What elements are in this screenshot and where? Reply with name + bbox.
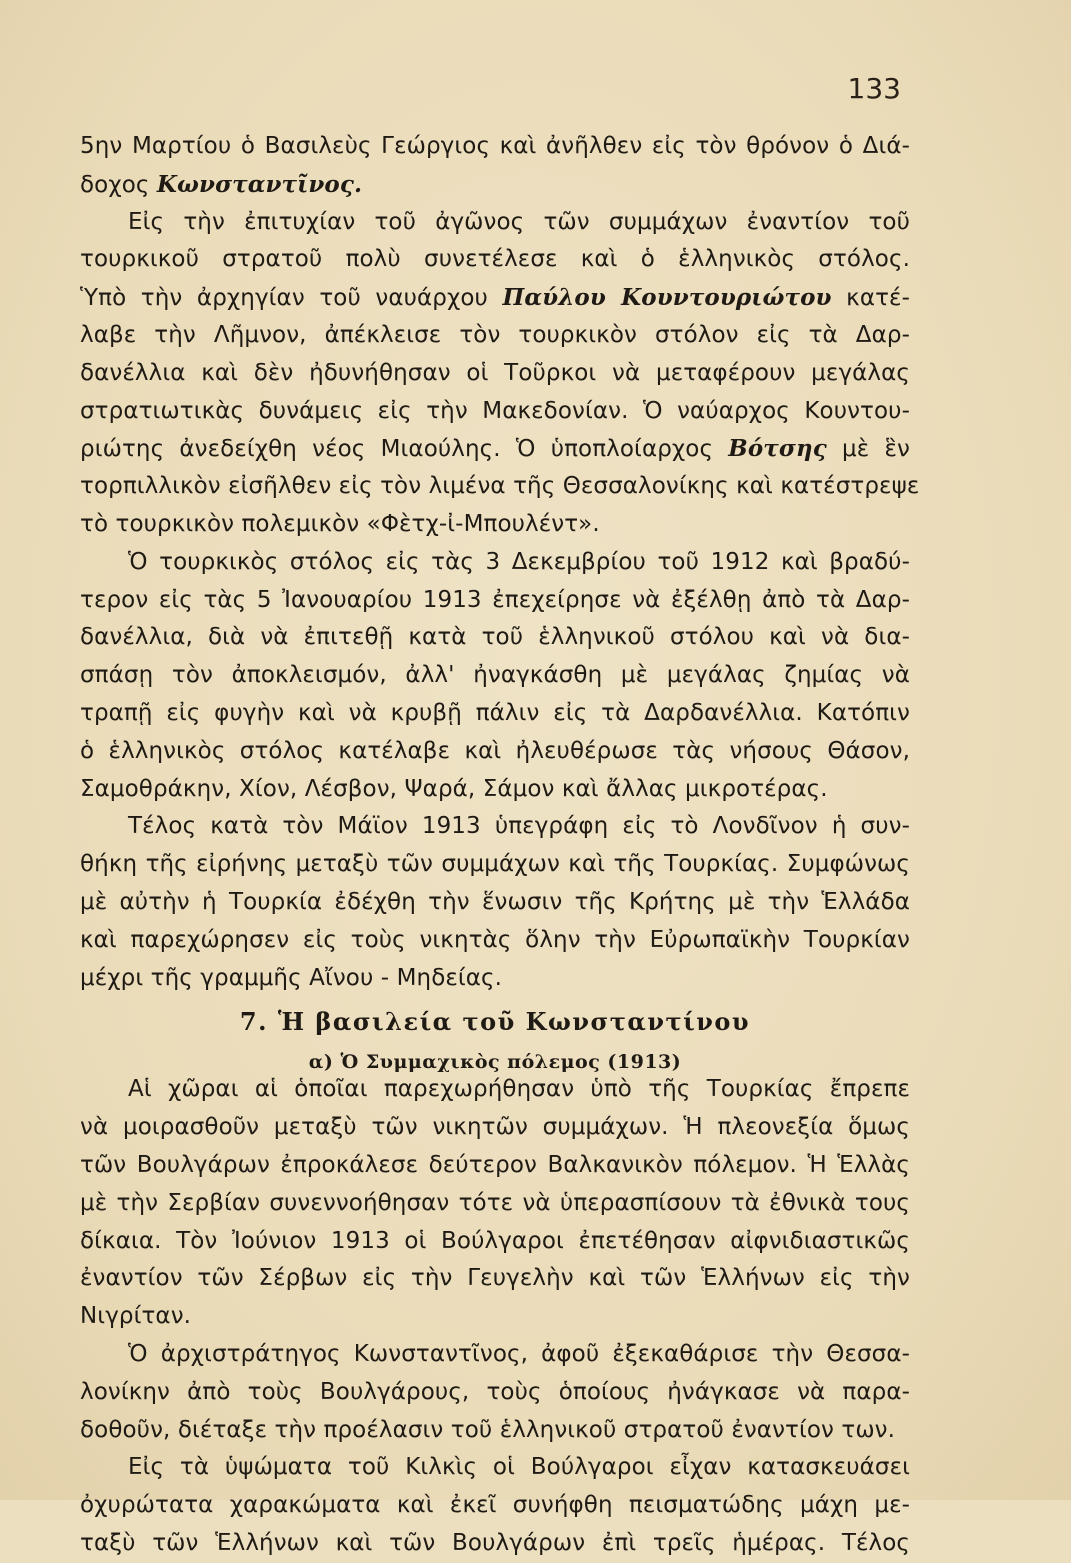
text-line: μὲ τὴν Σερβίαν συνεννοήθησαν τότε νὰ ὑπερασπίσουν τὰ ἐθνικὰ τους (80, 1189, 910, 1216)
text-line: Νιγρίταν. (80, 1303, 192, 1330)
text-line: τραπῇ εἰς φυγὴν καὶ νὰ κρυβῇ πάλιν εἰς τὰ Δαρδανέλλια. Κατόπιν (80, 699, 910, 726)
text-line: Εἰς τὰ ὑψώματα τοῦ Κιλκὶς οἱ Βούλγαροι εἶχαν κατασκευάσει (128, 1454, 910, 1481)
text-line: Σαμοθράκην, Χίον, Λέσβον, Ψαρά, Σάμον καὶ ἄλλας μικροτέρας. (80, 775, 828, 802)
text-run: δοχος (80, 171, 157, 198)
text-line: ὀχυρώτατα χαρακώματα καὶ ἐκεῖ συνήφθη πεισματώδης μάχη με- (80, 1492, 910, 1519)
text-line: μὲ αὐτὴν ἡ Τουρκία ἐδέχθη τὴν ἕνωσιν τῆς Κρήτης μὲ τὴν Ἑλλάδα (80, 888, 910, 915)
text-line (80, 430, 910, 468)
text-line: σπάσῃ τὸν ἀποκλεισμόν, ἀλλ' ἠναγκάσθη μὲ μεγάλας ζημίας νὰ (80, 662, 910, 689)
text-line: ταξὺ τῶν Ἑλλήνων καὶ τῶν Βουλγάρων ἐπὶ τρεῖς ἡμέρας. Τέλος (80, 1529, 910, 1556)
text-line: στρατιωτικὰς δυνάμεις εἰς τὴν Μακεδονίαν. Ὁ ναύαρχος Κουντου- (80, 397, 910, 424)
emphasized-name: Κωνσταντῖνος. (156, 170, 363, 198)
section-header (80, 997, 910, 1074)
body-text (80, 128, 920, 1563)
section-heading: 7. Ἡ βασιλεία τοῦ Κωνσταντίνου (239, 1007, 751, 1037)
text-line: θήκη τῆς εἰρήνης μεταξὺ τῶν συμμάχων καὶ τῆς Τουρκίας. Συμφώνως (80, 851, 910, 878)
text-line: 5ην Μαρτίου ὁ Βασιλεὺς Γεώργιος καὶ ἀνῆλθεν εἰς τὸν θρόνον ὁ Διά- (80, 133, 910, 159)
text-line: καὶ παρεχώρησεν εἰς τοὺς νικητὰς ὅλην τὴν Εὐρωπαϊκὴν Τουρκίαν (80, 926, 910, 953)
text-line: τορπιλλικὸν εἰσῆλθεν εἰς τὸν λιμένα τῆς Θεσσαλονίκης καὶ κατέστρεψε (80, 473, 920, 500)
text-line: Τέλος κατὰ τὸν Μάϊον 1913 ὑπεγράφη εἰς τὸ Λονδῖνον ἡ συν- (128, 813, 910, 840)
text-run: ριώτης ἀνεδείχθη νέος Μιαούλης. Ὁ ὑποπλοίαρχος (80, 436, 729, 463)
text-line: δανέλλια, διὰ νὰ ἐπιτεθῇ κατὰ τοῦ ἑλληνικοῦ στόλου καὶ νὰ δια- (80, 624, 910, 651)
text-run: κατέ- (831, 285, 910, 312)
text-line: Ὁ τουρκικὸς στόλος εἰς τὰς 3 Δεκεμβρίου τοῦ 1912 καὶ βραδύ- (128, 548, 910, 575)
text-line: λονίκην ἀπὸ τοὺς Βουλγάρους, τοὺς ὁποίους ἠνάγκασε νὰ παρα- (80, 1378, 910, 1405)
subsection-heading: α) Ὁ Συμμαχικὸς πόλεμος (1913) (308, 1051, 682, 1074)
text-line: τὸ τουρκικὸν πολεμικὸν «Φὲτχ-ἰ-Μπουλέντ». (80, 510, 600, 537)
emphasized-name: Παύλου Κουντουριώτου (502, 284, 832, 312)
page-number: 133 (847, 72, 901, 105)
emphasized-name: Βότσης (728, 435, 827, 463)
text-line: Ὁ ἀρχιστράτηγος Κωνσταντῖνος, ἀφοῦ ἐξεκαθάρισε τὴν Θεσσα- (128, 1340, 910, 1367)
text-run: Ὑπὸ τὴν ἀρχηγίαν τοῦ ναυάρχου (80, 285, 503, 312)
text-line: ἐναντίον τῶν Σέρβων εἰς τὴν Γευγελὴν καὶ τῶν Ἑλλήνων εἰς τὴν (80, 1265, 910, 1292)
text-line: τουρκικοῦ στρατοῦ πολὺ συνετέλεσε καὶ ὁ ἑλληνικὸς στόλος. (80, 246, 910, 273)
text-run: μὲ ἓν (826, 436, 910, 463)
text-line: μέχρι τῆς γραμμῆς Αἴνου - Μηδείας. (80, 964, 503, 991)
text-line: λαβε τὴν Λῆμνον, ἀπέκλεισε τὸν τουρκικὸν στόλον εἰς τὰ Δαρ- (80, 321, 910, 348)
text-line: τῶν Βουλγάρων ἐπροκάλεσε δεύτερον Βαλκανικὸν πόλεμον. Ἡ Ἑλλὰς (80, 1151, 910, 1178)
text-line (80, 166, 910, 204)
text-line: ὁ ἑλληνικὸς στόλος κατέλαβε καὶ ἠλευθέρωσε τὰς νήσους Θάσον, (80, 737, 910, 764)
text-line: δίκαια. Τὸν Ἰούνιον 1913 οἱ Βούλγαροι ἐπετέθησαν αἰφνιδιαστικῶς (80, 1227, 910, 1254)
text-line: Αἱ χῶραι αἱ ὁποῖαι παρεχωρήθησαν ὑπὸ τῆς Τουρκίας ἔπρεπε (128, 1076, 910, 1103)
text-line: νὰ μοιρασθοῦν μεταξὺ τῶν νικητῶν συμμάχων. Ἡ πλεονεξία ὅμως (80, 1114, 910, 1141)
text-line: Εἰς τὴν ἐπιτυχίαν τοῦ ἀγῶνος τῶν συμμάχων ἐναντίον τοῦ (128, 208, 910, 235)
text-line: τερον εἰς τὰς 5 Ἰανουαρίου 1913 ἐπεχείρησε νὰ ἐξέλθῃ ἀπὸ τὰ Δαρ- (80, 586, 910, 613)
text-line (80, 279, 910, 317)
text-line: δανέλλια καὶ δὲν ἠδυνήθησαν οἱ Τοῦρκοι νὰ μεταφέρουν μεγάλας (80, 359, 910, 386)
text-line: δοθοῦν, διέταξε τὴν προέλασιν τοῦ ἑλληνικοῦ στρατοῦ ἐναντίον των. (80, 1416, 896, 1443)
